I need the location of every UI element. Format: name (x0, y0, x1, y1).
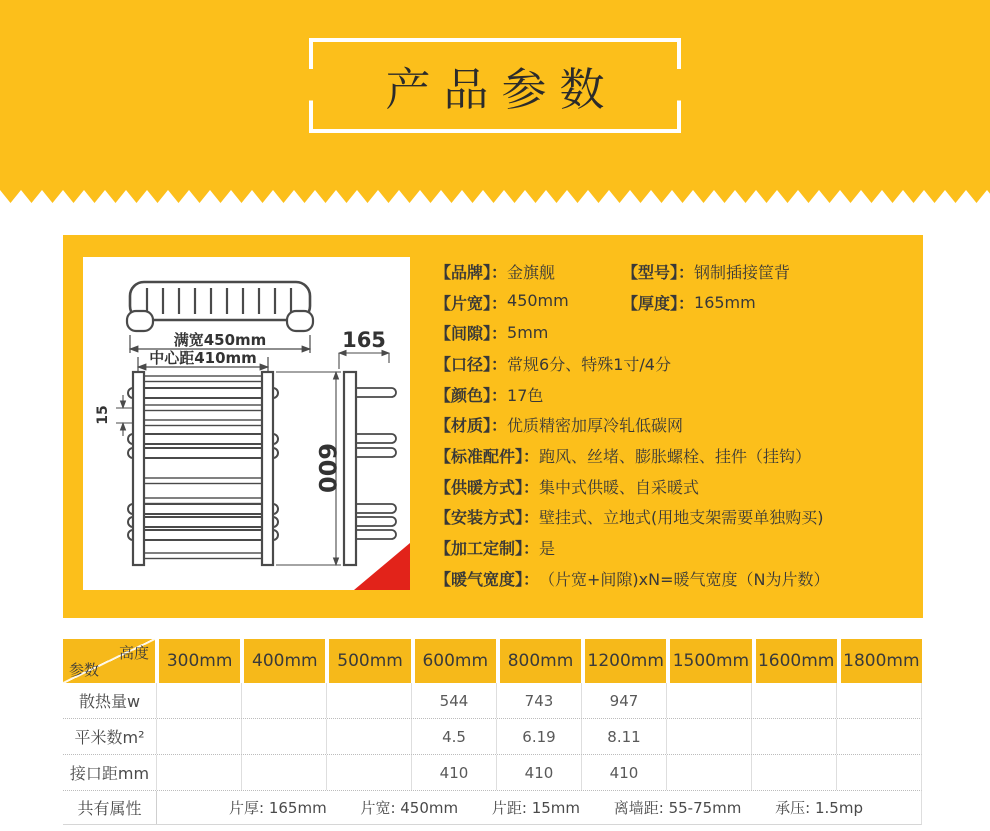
spec-row (435, 502, 915, 533)
footer-item: 片宽: 450mm (360, 799, 459, 817)
table-header-row (63, 639, 922, 683)
title-box (309, 38, 681, 133)
row-label: 平米数m² (63, 719, 157, 754)
table-cell (327, 683, 412, 718)
table-cell: 410 (412, 755, 497, 790)
spec-label: 【型号】： (622, 262, 695, 282)
footer-items (157, 791, 921, 824)
spec-row (435, 532, 915, 563)
spec-label: 【口径】： (435, 354, 508, 374)
column-header: 1200mm (585, 639, 666, 683)
table-cell: 4.5 (412, 719, 497, 754)
table-cell (667, 683, 752, 718)
footer-item: 离墙距: 55-75mm (613, 799, 742, 817)
product-panel (63, 235, 923, 618)
spec-value: 17色 (507, 385, 544, 405)
footer-label: 共有属性 (63, 791, 157, 824)
spec-value: 集中式供暖、自采暖式 (539, 477, 700, 497)
spec-value: 165mm (694, 292, 756, 312)
table-row (63, 755, 922, 791)
table-cell (242, 755, 327, 790)
spec-label: 【厚度】： (622, 293, 695, 313)
spec-label: 【暖气宽度】： (435, 569, 540, 589)
dim-depth-label: 165 (342, 328, 386, 352)
table-corner-cell (63, 639, 155, 683)
footer-item: 片厚: 165mm (229, 799, 327, 817)
table-cell (752, 719, 837, 754)
table-cell (327, 755, 412, 790)
spec-row (435, 409, 915, 440)
spec-label: 【间隙】： (435, 324, 508, 344)
spec-value: 是 (539, 539, 556, 559)
spec-row (435, 348, 915, 379)
spec-row (435, 287, 915, 318)
dim-center-distance-label: 中心距410mm (149, 349, 257, 367)
spec-value: 450mm (507, 290, 569, 310)
table-cell: 743 (497, 683, 582, 718)
table-footer-row (63, 791, 922, 825)
footer-item: 片距: 15mm (491, 799, 581, 817)
table-cell (242, 683, 327, 718)
column-header: 600mm (415, 639, 496, 683)
table-cell (242, 719, 327, 754)
spec-label: 【材质】： (435, 416, 508, 436)
table-cell: 410 (497, 755, 582, 790)
zigzag-edge (0, 190, 990, 203)
table-cell (837, 755, 921, 790)
spec-row (435, 256, 915, 287)
top-banner (0, 0, 990, 190)
table-cell (752, 755, 837, 790)
table-cell (157, 755, 242, 790)
side-view (339, 353, 396, 565)
spec-label: 【安装方式】： (435, 508, 540, 528)
column-header: 400mm (244, 639, 325, 683)
dim-height-label: 600 (313, 442, 341, 494)
dim-gap-label: 15 (95, 405, 111, 425)
technical-drawing (83, 257, 410, 590)
table-cell: 947 (582, 683, 667, 718)
table-cell: 544 (412, 683, 497, 718)
spec-value: 壁挂式、立地式(用地支架需要单独购买) (539, 508, 824, 528)
spec-value: 5mm (507, 323, 549, 343)
table-cell (752, 683, 837, 718)
table-cell (327, 719, 412, 754)
spec-label: 【片宽】： (435, 293, 508, 313)
column-header: 500mm (329, 639, 410, 683)
front-view (116, 357, 341, 565)
footer-item: 承压: 1.5mp (775, 799, 863, 817)
spec-label: 【供暖方式】： (435, 477, 540, 497)
corner-label-param: 参数 (69, 661, 100, 679)
table-cell (157, 719, 242, 754)
spec-value: 优质精密加厚冷轧低碳网 (507, 416, 684, 436)
spec-row (435, 440, 915, 471)
table-row (63, 683, 922, 719)
spec-value: 钢制插接筐背 (694, 262, 791, 282)
spec-value: 跑风、丝堵、膨胀螺栓、挂件（挂钩） (539, 446, 812, 466)
table-cell: 6.19 (497, 719, 582, 754)
dim-full-width-label: 满宽450mm (173, 331, 267, 349)
red-corner-triangle (354, 543, 410, 590)
spec-row (435, 379, 915, 410)
table-cell (667, 719, 752, 754)
spec-row (435, 317, 915, 348)
table-row (63, 719, 922, 755)
spec-value: 金旗舰 (507, 262, 556, 282)
parameters-table (63, 639, 922, 825)
column-header: 1800mm (841, 639, 922, 683)
spec-label: 【品牌】： (435, 262, 508, 282)
spec-row (435, 563, 915, 594)
table-cell: 8.11 (582, 719, 667, 754)
corner-label-height: 高度 (118, 644, 149, 662)
table-cell (837, 719, 921, 754)
column-header: 1500mm (670, 639, 751, 683)
spec-label: 【标准配件】： (435, 446, 540, 466)
table-cell (157, 683, 242, 718)
row-label: 散热量w (63, 683, 157, 718)
page-title: 产品参数 (385, 63, 618, 116)
table-cell (667, 755, 752, 790)
drawing-card (83, 257, 410, 590)
spec-value: 常规6分、特殊1寸/4分 (507, 354, 671, 374)
spec-value: （片宽+间隙)xN=暖气宽度（N为片数） (539, 569, 830, 589)
spec-list (435, 256, 915, 594)
column-header: 300mm (159, 639, 240, 683)
column-header: 800mm (500, 639, 581, 683)
table-cell: 410 (582, 755, 667, 790)
table-cell (837, 683, 921, 718)
row-label: 接口距mm (63, 755, 157, 790)
spec-label: 【加工定制】： (435, 539, 540, 559)
spec-label: 【颜色】： (435, 385, 508, 405)
column-header: 1600mm (756, 639, 837, 683)
spec-row (435, 471, 915, 502)
